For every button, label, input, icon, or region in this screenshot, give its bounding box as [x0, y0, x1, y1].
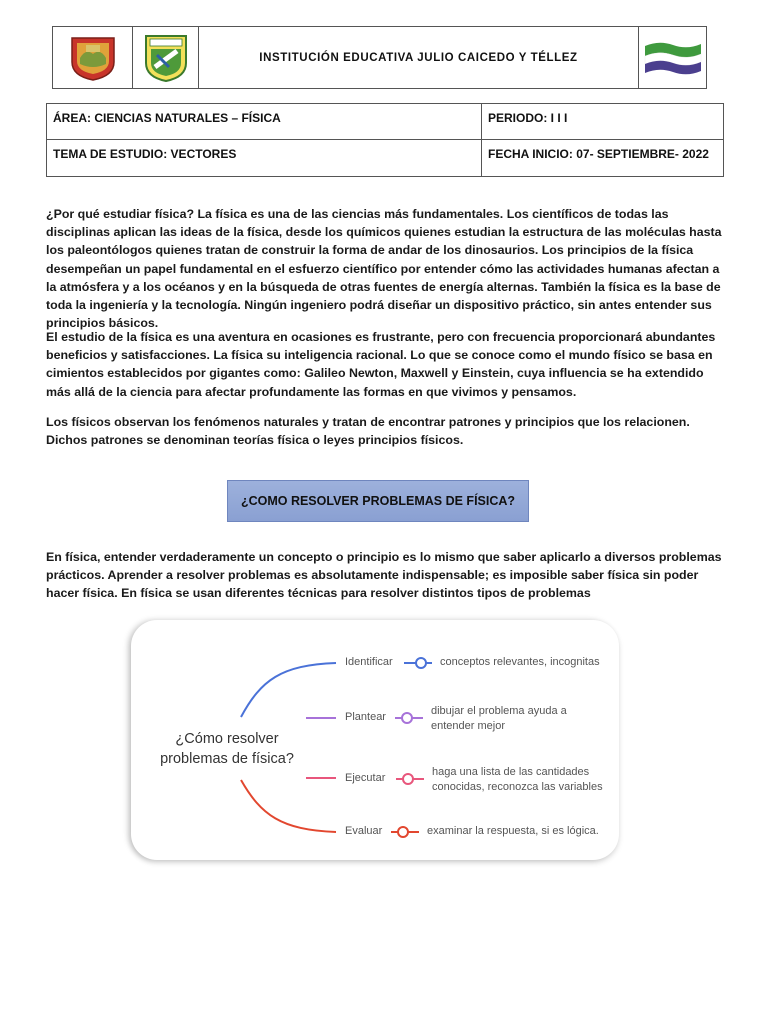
school-crest-cell	[53, 27, 133, 88]
diagram-title-line2: problemas de física?	[160, 751, 294, 767]
area-cell: ÁREA: CIENCIAS NATURALES – FÍSICA	[47, 104, 482, 140]
tema-cell: TEMA DE ESTUDIO: VECTORES	[47, 140, 482, 176]
paragraph-why-physics: ¿Por qué estudiar física? La física es una de las ciencias más fundamentales. Los científicos de todas las disciplinas aplican las ideas de la física, desde los químicos quienes estudian la estructura de las moléculas hasta los paleontólogos quienes tratan de construir la forma de andar de los dinosaurios. Los principios de la física desempeñan un papel fundamental en el esfuerzo científico por entender cómo las actividades humanas afectan a la atmósfera y a los océanos y en la búsqueda de otras fuentes de energía alternas. También la física es la base de toda la ingeniería y la tecnología. Ningún ingeniero podrá diseñar un dispositivo práctico, sin antes entender sus principios básicos.	[46, 207, 722, 331]
diagram-title-line1: ¿Cómo resolver	[175, 731, 279, 747]
periodo-cell: PERIODO: I I I	[482, 104, 723, 140]
branch-identificar	[241, 663, 336, 717]
step-label-plantear: Plantear	[345, 711, 386, 723]
institution-name: INSTITUCIÓN EDUCATIVA JULIO CAICEDO Y TÉLLEZ	[199, 27, 639, 88]
diagram-title	[147, 729, 307, 769]
step-desc-plantear-line2: entender mejor	[431, 720, 505, 732]
step-desc-ejecutar-line1: haga una lista de las cantidades	[432, 766, 590, 778]
flag-cell	[639, 27, 706, 88]
school-crest-icon	[68, 34, 118, 82]
connector-identificar	[404, 658, 432, 668]
fecha-cell: FECHA INICIO: 07- SEPTIEMBRE- 2022	[488, 147, 709, 161]
connector-evaluar	[391, 827, 419, 837]
school-logo-icon	[143, 33, 189, 83]
step-label-ejecutar: Ejecutar	[345, 772, 386, 784]
step-desc-evaluar: examinar la respuesta, si es lógica.	[427, 825, 599, 837]
flag-icon	[644, 40, 702, 76]
step-desc-identificar: conceptos relevantes, incognitas	[440, 656, 600, 668]
step-label-evaluar: Evaluar	[345, 825, 383, 837]
step-desc-ejecutar	[432, 765, 603, 795]
paragraph-study-physics: El estudio de la física es una aventura en ocasiones es frustrante, pero con frecuencia proporcionará abundantes beneficios y satisfacciones. La física su inteligencia racional. Lo que se conoce como el mundo físico se basa en cimientos establecidos por gigantes como: Galileo Newton, Maxwell y Einstein, cuya influencia se ha extendido más allá de la ciencia para afectar profundamente las formas en que vivimos y pensamos.	[46, 330, 716, 399]
course-info-table	[46, 103, 724, 177]
step-desc-ejecutar-line2: conocidas, reconozca las variables	[432, 781, 603, 793]
school-logo-cell	[133, 27, 199, 88]
school-header	[52, 26, 707, 89]
branch-evaluar	[241, 780, 336, 832]
problem-solving-diagram	[131, 620, 619, 860]
step-label-identificar: Identificar	[345, 656, 393, 668]
step-desc-plantear	[431, 704, 567, 734]
section-callout: ¿COMO RESOLVER PROBLEMAS DE FÍSICA?	[227, 480, 529, 522]
paragraph-problem-solving: En física, entender verdaderamente un concepto o principio es lo mismo que saber aplicarlo a diversos problemas prácticos. Aprender a resolver problemas es absolutamente indispensable; es imposible saber física sin poder hacer física. En física se usan diferentes técnicas para resolver distintos tipos de problemas	[46, 550, 722, 601]
connector-plantear	[395, 713, 423, 723]
connector-ejecutar	[396, 774, 424, 784]
paragraph-physicists: Los físicos observan los fenómenos naturales y tratan de encontrar patrones y principios que los relacionen. Dichos patrones se denominan teorías física o leyes principios físicos.	[46, 415, 690, 448]
step-desc-plantear-line1: dibujar el problema ayuda a	[431, 705, 567, 717]
